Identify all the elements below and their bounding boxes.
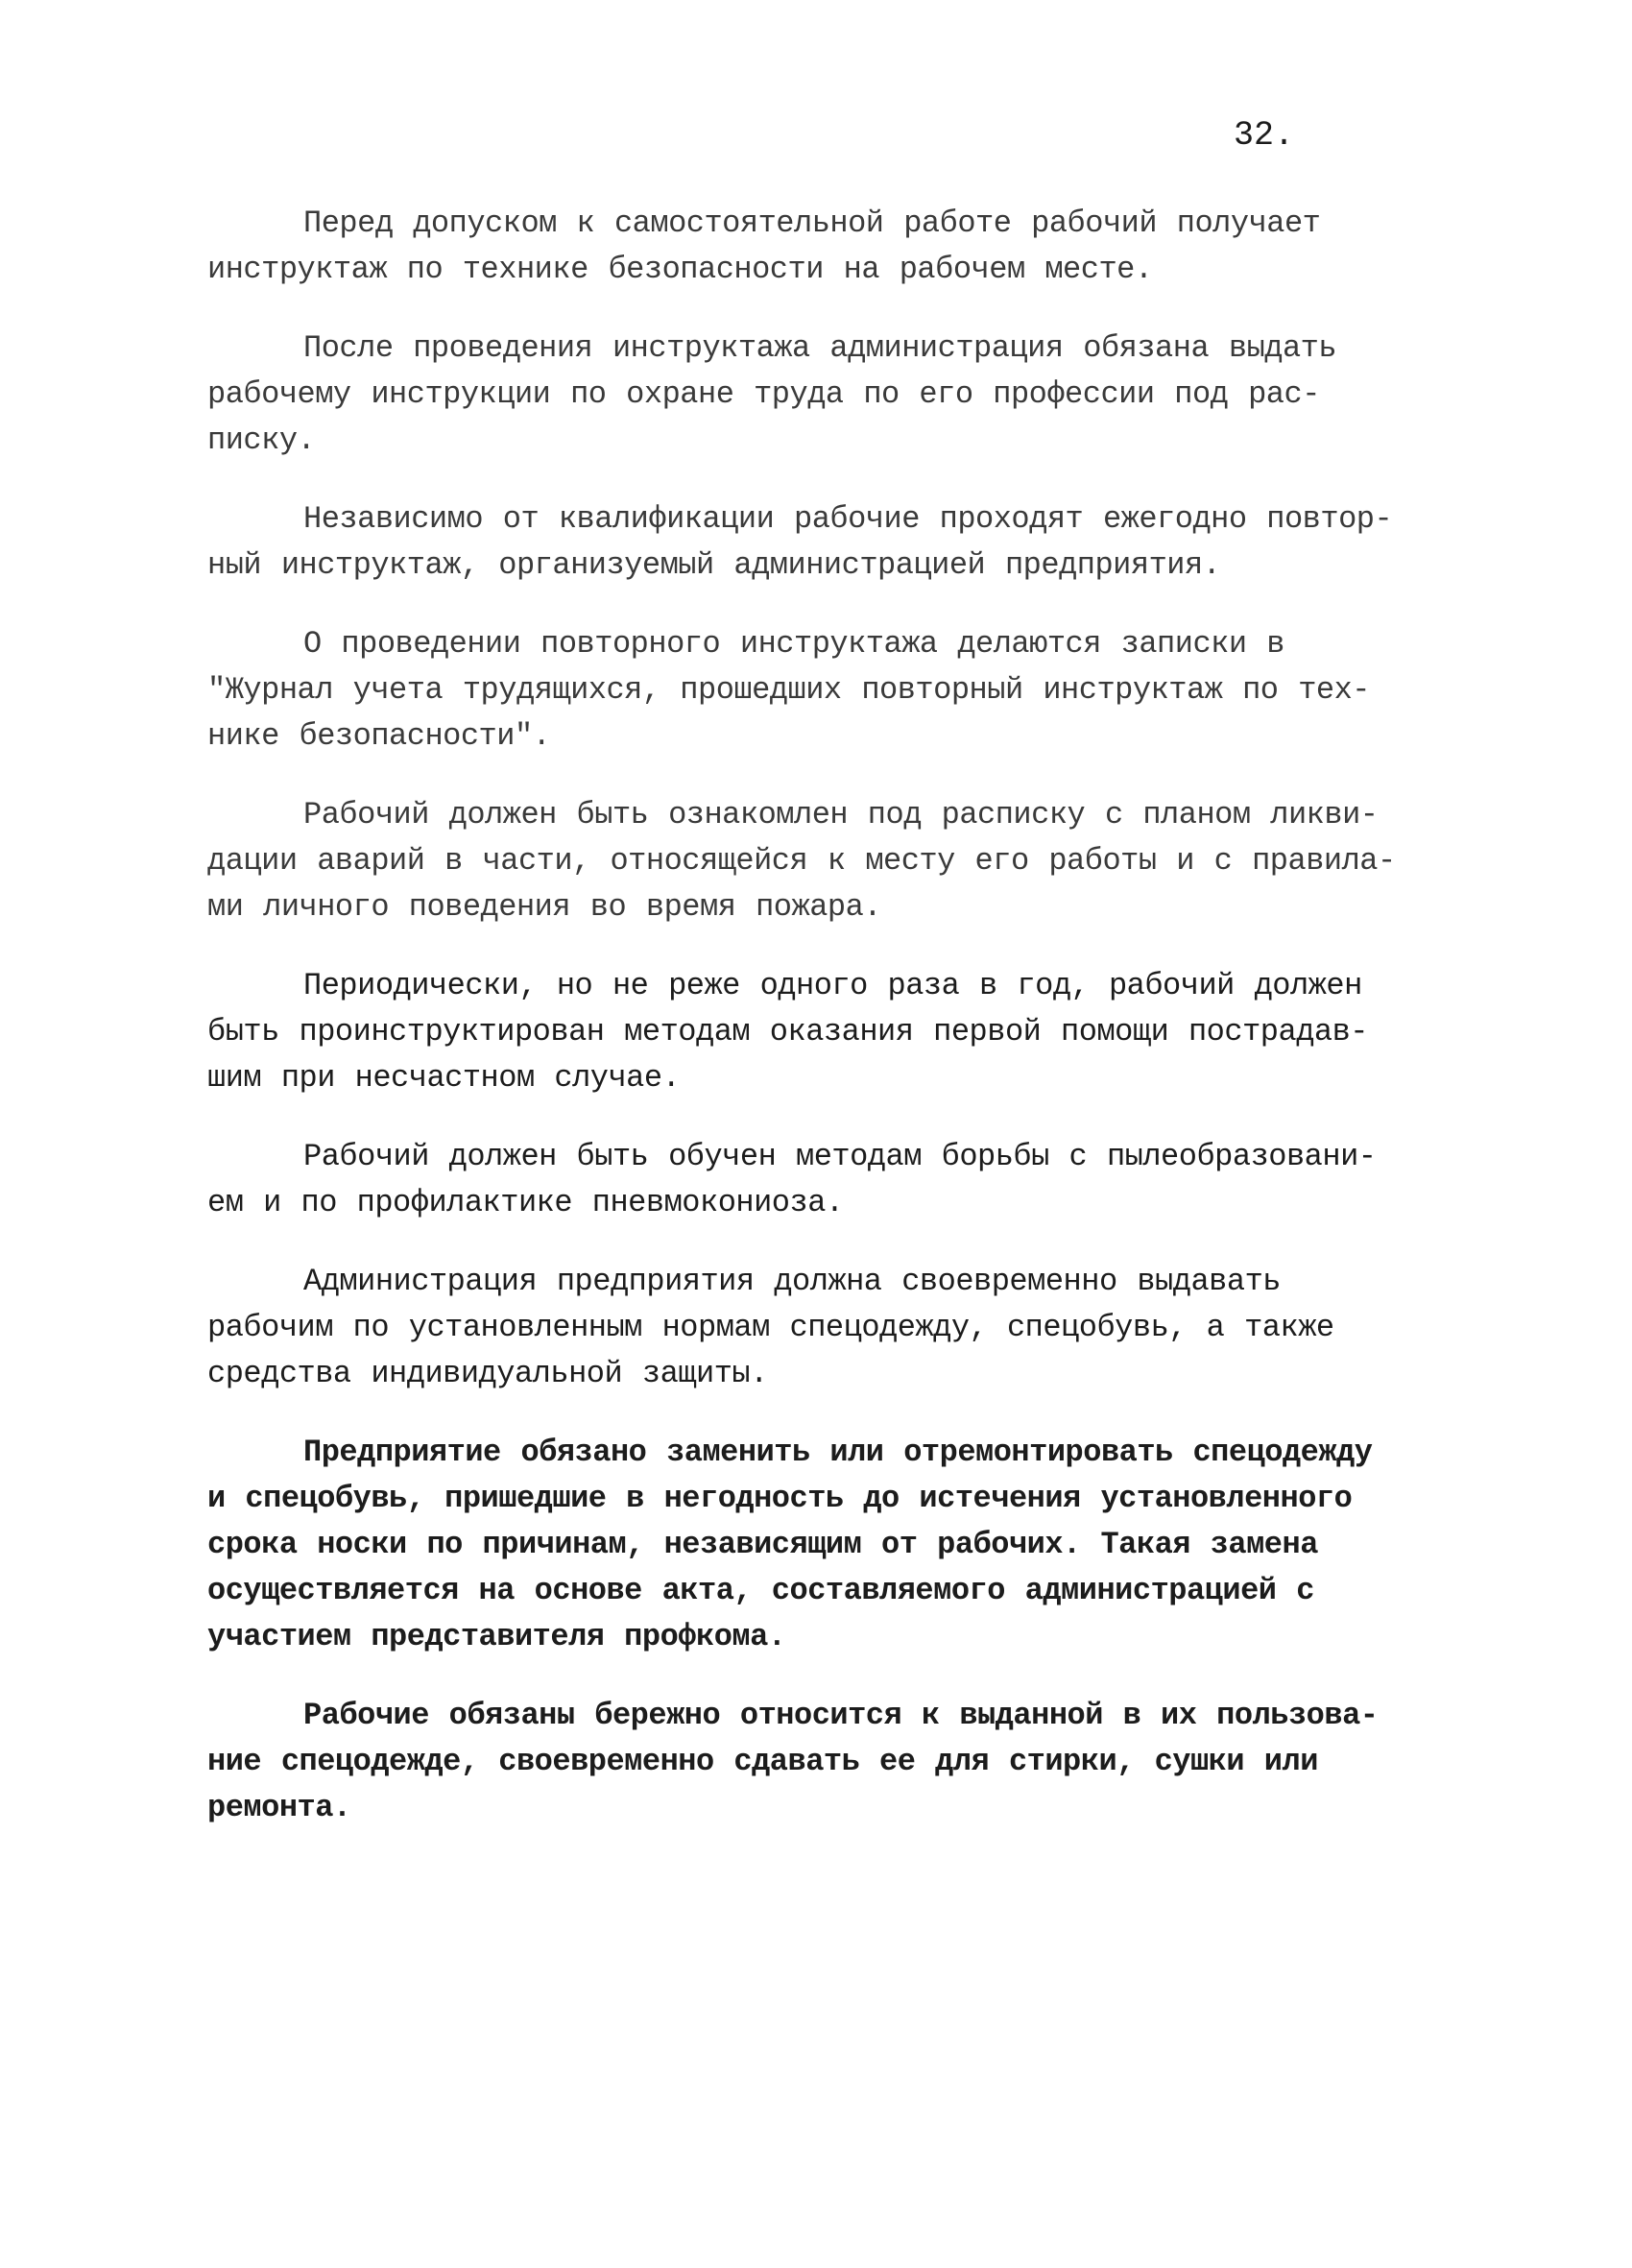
paragraph-line: средства индивидуальной защиты.: [207, 1356, 768, 1391]
paragraph-line: ми личного поведения во время пожара.: [207, 889, 882, 925]
paragraph-line: шим при несчастном случае.: [207, 1060, 681, 1096]
paragraph-dust-training: [207, 1134, 1455, 1226]
paragraph-line: ремонта.: [207, 1790, 351, 1825]
paragraph-line: нике безопасности".: [207, 718, 551, 754]
paragraph-line: ный инструктаж, организуемый администрацией предприятия.: [207, 547, 1221, 583]
paragraph-instructions-issue: [207, 326, 1455, 464]
paragraph-line: рабочему инструкции по охране труда по его профессии под рас-: [207, 376, 1320, 412]
paragraph-line: Предприятие обязано заменить или отремонтировать спецодежду: [303, 1435, 1373, 1470]
paragraph-line: дации аварий в части, относящейся к месту его работы и с правила-: [207, 843, 1396, 879]
paragraph-line: Рабочий должен быть обучен методам борьбы с пылеобразовани-: [303, 1139, 1377, 1174]
paragraph-line: "Журнал учета трудящихся, прошедших повторный инструктаж по тех-: [207, 672, 1370, 708]
paragraph-line: осуществляется на основе акта, составляемого администрацией с: [207, 1573, 1314, 1608]
paragraph-line: Периодически, но не реже одного раза в год, рабочий должен: [303, 968, 1362, 1003]
paragraph-line: Независимо от квалификации рабочие проходят ежегодно повтор-: [303, 501, 1393, 537]
paragraph-repeat-briefing: [207, 496, 1455, 589]
paragraph-line: После проведения инструктажа администрация обязана выдать: [303, 330, 1337, 366]
page-number: 32.: [1234, 116, 1295, 155]
paragraph-briefing: [207, 201, 1455, 293]
paragraph-line: ние спецодежде, своевременно сдавать ее для стирки, сушки или: [207, 1744, 1318, 1779]
paragraph-line: участием представителя профкома.: [207, 1619, 786, 1654]
paragraph-line: Администрация предприятия должна своевременно выдавать: [303, 1264, 1281, 1299]
paragraph-workwear-replacement: [207, 1430, 1455, 1660]
paragraph-line: ем и по профилактике пневмокониоза.: [207, 1185, 844, 1220]
paragraph-line: Перед допуском к самостоятельной работе рабочий получает: [303, 205, 1321, 241]
paragraph-line: писку.: [207, 422, 316, 458]
document-body: [207, 201, 1455, 1864]
paragraph-line: инструктаж по технике безопасности на рабочем месте.: [207, 252, 1153, 287]
paragraph-accident-plan: [207, 792, 1455, 930]
paragraph-workwear-care: [207, 1693, 1455, 1831]
paragraph-line: Рабочий должен быть ознакомлен под расписку с планом ликви-: [303, 797, 1379, 832]
paragraph-journal-records: [207, 621, 1455, 760]
paragraph-line: рабочим по установленным нормам спецодежду, спецобувь, а также: [207, 1310, 1334, 1345]
paragraph-line: быть проинструктирован методам оказания первой помощи пострадав-: [207, 1014, 1368, 1050]
paragraph-line: и спецобувь, пришедшие в негодность до истечения установленного: [207, 1481, 1353, 1516]
paragraph-line: срока носки по причинам, независящим от рабочих. Такая замена: [207, 1527, 1318, 1562]
paragraph-line: Рабочие обязаны бережно относится к выданной в их пользова-: [303, 1698, 1379, 1733]
paragraph-workwear-issue: [207, 1259, 1455, 1397]
paragraph-line: О проведении повторного инструктажа делаются записки в: [303, 626, 1284, 662]
paragraph-first-aid: [207, 963, 1455, 1101]
